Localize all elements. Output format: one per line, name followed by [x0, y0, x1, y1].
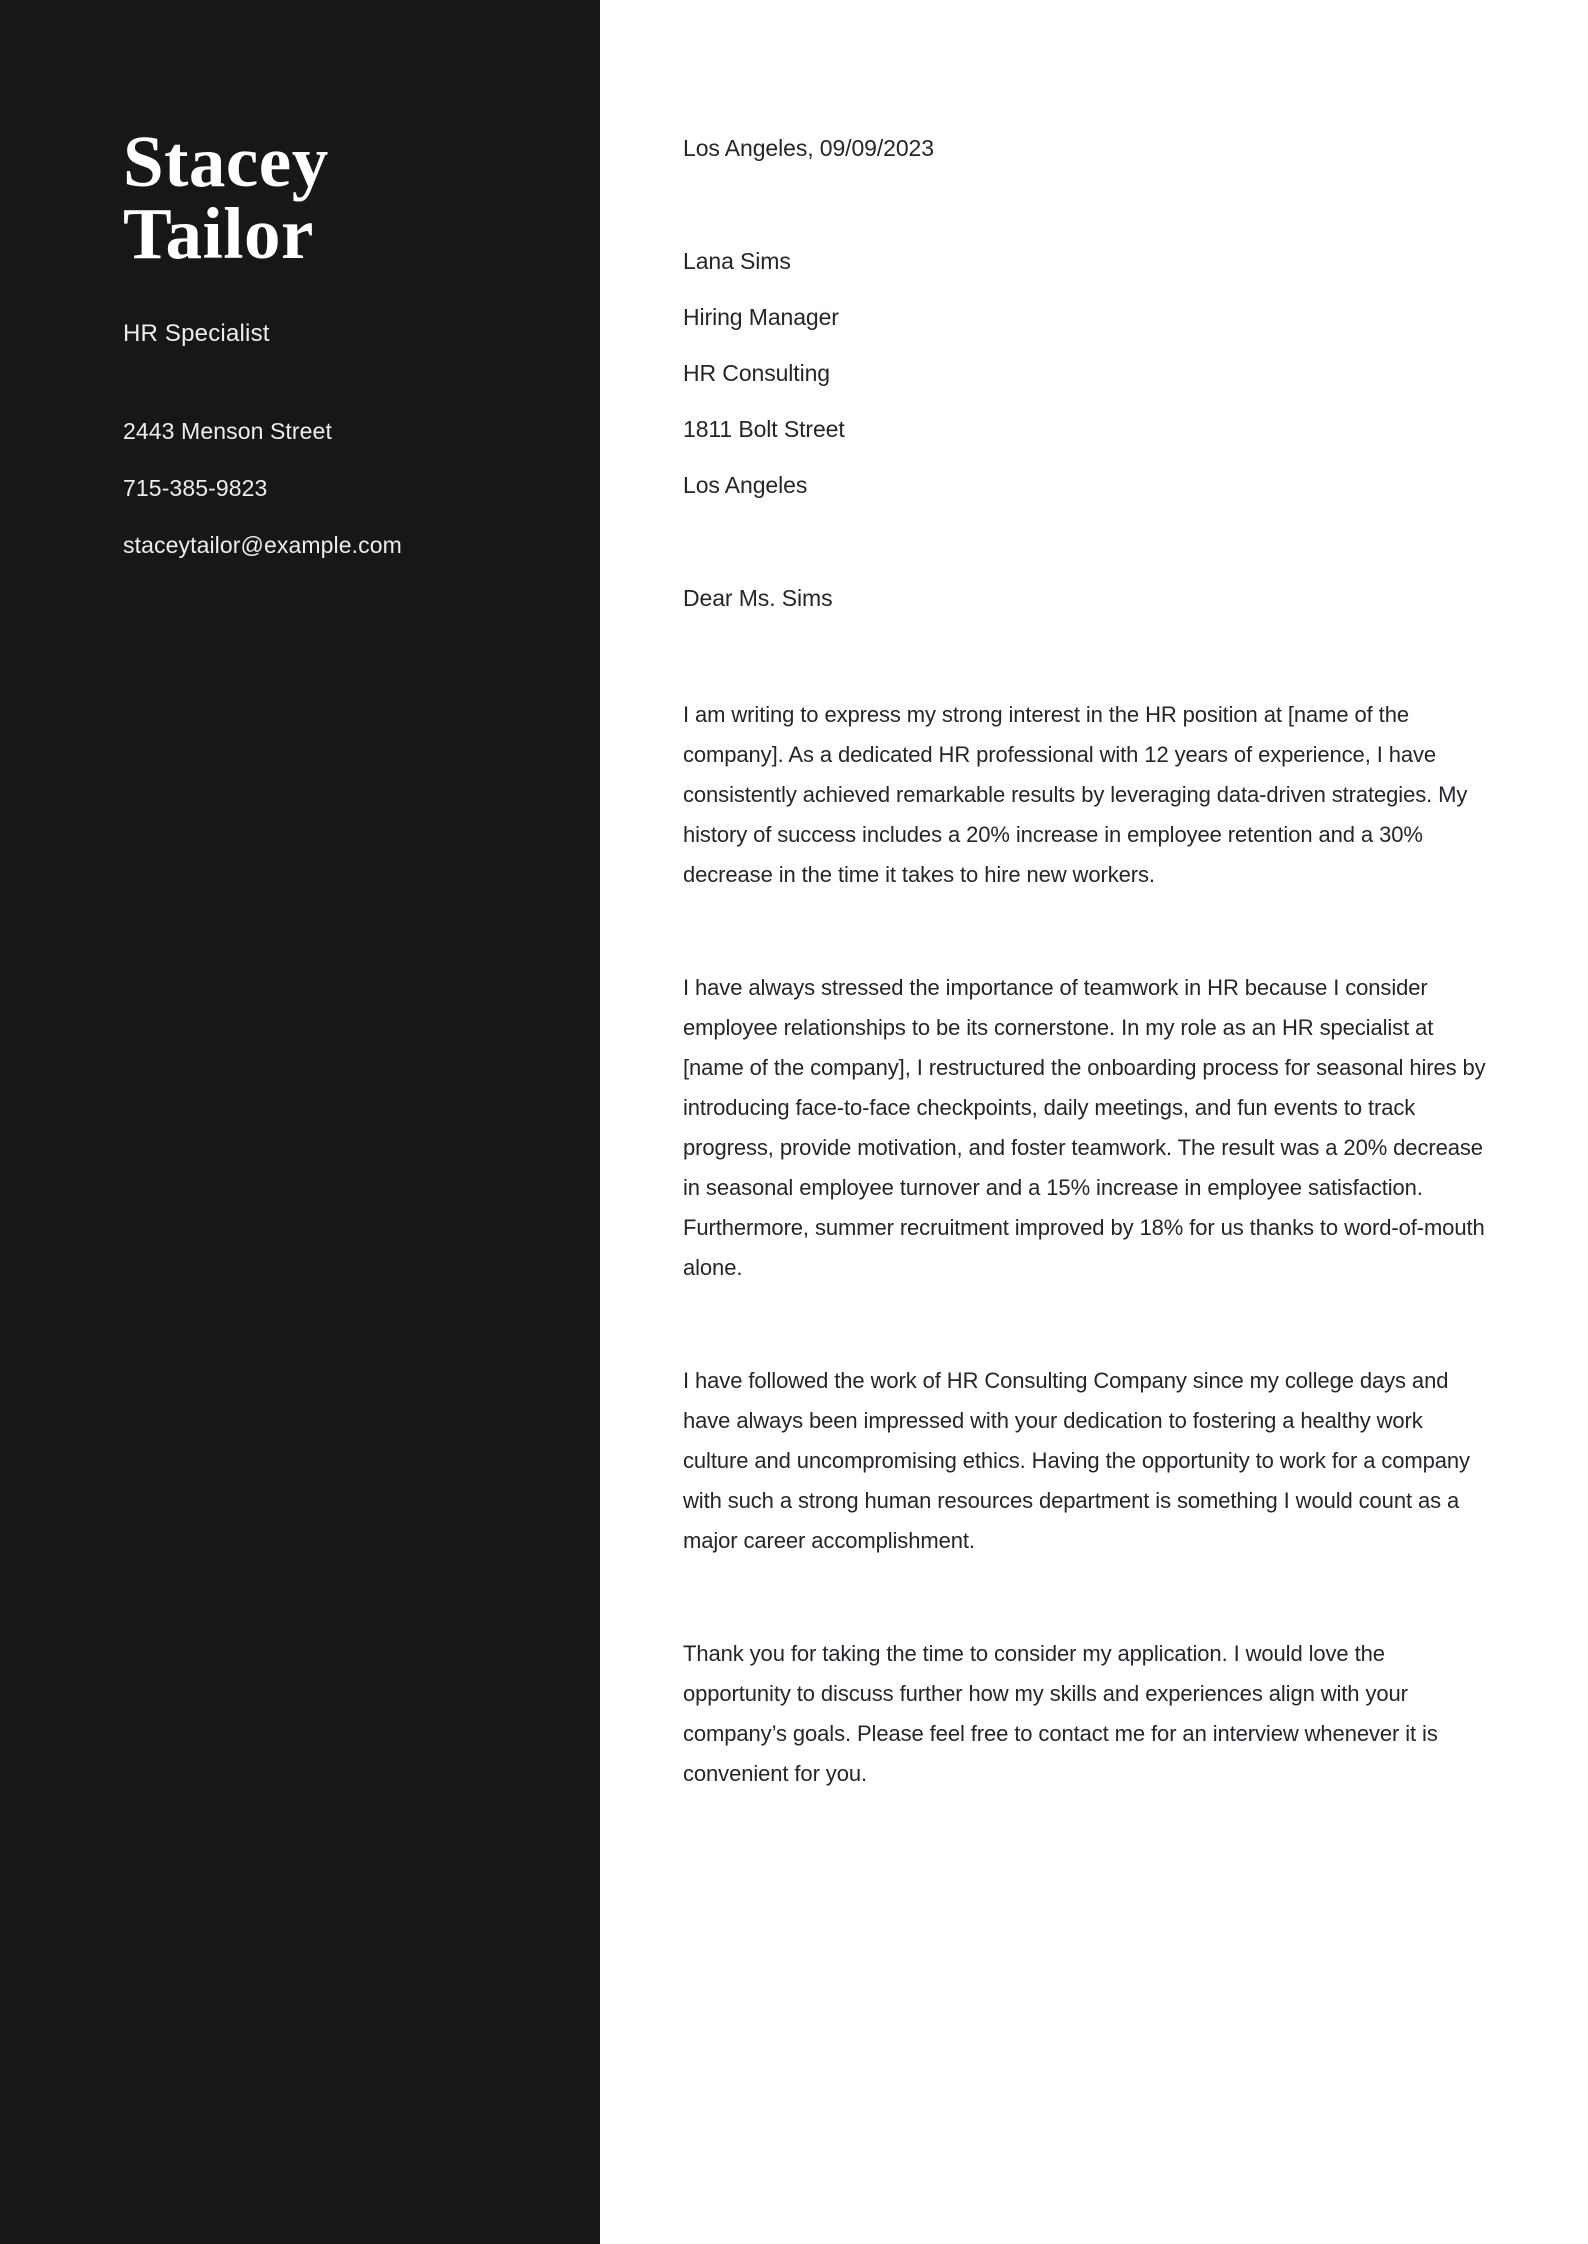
- contact-email: staceytailor@example.com: [123, 532, 402, 558]
- body-paragraph-1: I am writing to express my strong interest in the HR position at [name of the company]. As a dedicated HR professional with 12 years of experience, I have consistently achieved remarkable results by leveraging data-driven strategies. My history of success includes a 20% increase in employee retention and a 30% decrease in the time it takes to hire new workers.: [683, 702, 1468, 887]
- spacer: [683, 525, 1488, 582]
- recipient-street: 1811 Bolt Street: [683, 416, 845, 442]
- recipient-company: HR Consulting: [683, 360, 830, 386]
- spacer: [683, 188, 1488, 245]
- body-paragraph-3: I have followed the work of HR Consulting Company since my college days and have always been impressed with your dedication to fostering a healthy work culture and uncompromising ethics. Having the opportunity to work for a company with such a strong human resources department is something I would count as a major career accomplishment.: [683, 1368, 1470, 1553]
- recipient-role: Hiring Manager: [683, 304, 839, 330]
- sidebar: [0, 0, 600, 2244]
- candidate-name: [123, 121, 540, 274]
- candidate-last-name: Tailor: [123, 193, 314, 274]
- contact-phone: 715-385-9823: [123, 475, 268, 501]
- recipient-city: Los Angeles: [683, 472, 808, 498]
- body-paragraph-2: I have always stressed the importance of teamwork in HR because I consider employee relationships to be its cornerstone. In my role as an HR specialist at [name of the company], I restructured the onboarding process for seasonal hires by introducing face-to-face checkpoints, daily meetings, and fun events to track progress, provide motivation, and foster teamwork. The result was a 20% decrease in seasonal employee turnover and a 15% increase in employee satisfaction. Furthermore, summer recruitment improved by 18% for us thanks to word-of-mouth alone.: [683, 975, 1486, 1280]
- recipient-name: Lana Sims: [683, 248, 791, 274]
- contact-address: 2443 Menson Street: [123, 418, 332, 444]
- body-paragraph-4: Thank you for taking the time to consider my application. I would love the opportunity to discuss further how my skills and experiences align with your company’s goals. Please feel free to contact me for an interview whenever it is convenient for you.: [683, 1641, 1438, 1786]
- candidate-job-title: HR Specialist: [123, 320, 270, 347]
- contact-info: [123, 418, 540, 559]
- letter-text-block: [683, 132, 1488, 1794]
- date-line: Los Angeles, 09/09/2023: [683, 135, 934, 161]
- spacer: [683, 638, 1488, 695]
- salutation: Dear Ms. Sims: [683, 585, 833, 611]
- letter-content: [600, 0, 1588, 2244]
- candidate-first-name: Stacey: [123, 121, 329, 202]
